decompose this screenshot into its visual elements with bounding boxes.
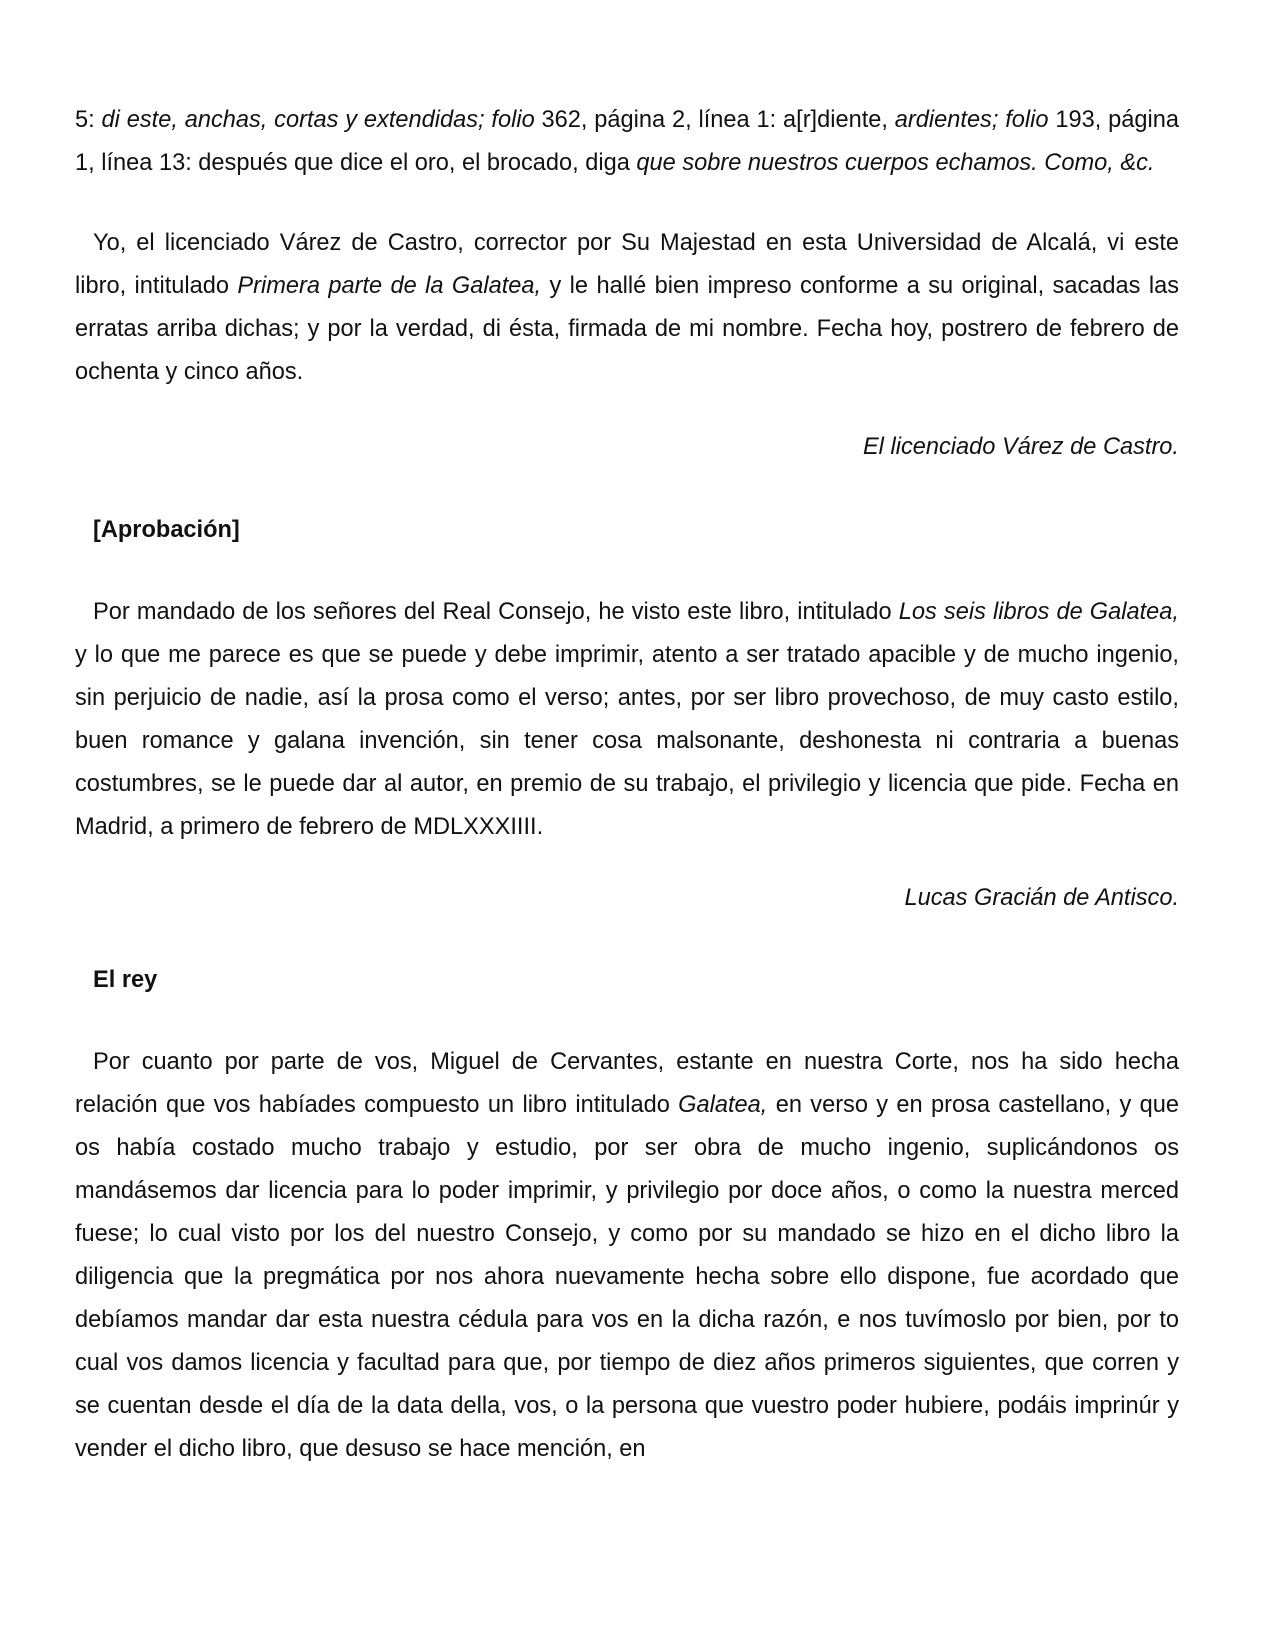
errata-continuation-paragraph xyxy=(75,99,1179,185)
errata-text-3: 193, página 1, línea 13: después que dice el oro, el brocado, diga xyxy=(75,107,1179,176)
heading-aprobacion: [Aprobación] xyxy=(93,517,240,543)
fe-text-2: y le hallé bien impreso conforme a su original, sacadas las erratas arriba dichas; y por la verdad, di ésta, firmada de mi nombre. Fecha hoy, postrero de febrero de ochenta y cinco años. xyxy=(75,273,1179,385)
rey-text-1: Por cuanto por parte de vos, Miguel de Cervantes, estante en nuestra Corte, nos ha sido hecha relación que vos habíades compuesto un libro intitulado xyxy=(75,1049,1179,1118)
errata-italic-1: di este, anchas, cortas y extendidas; folio xyxy=(101,107,535,133)
rey-italic-title: Galatea, xyxy=(678,1092,768,1118)
el-rey-paragraph xyxy=(75,1041,1179,1471)
errata-text-1: 5: xyxy=(75,107,102,133)
rey-text-2: en verso y en prosa castellano, y que os había costado mucho trabajo y estudio, por ser obra de mucho ingenio, suplicándonos os mandásemos dar licencia para lo poder imprimir, y privilegio por doce años, o como la nuestra merced fuese; lo cual visto por los del nuestro Consejo, y como por su mandado se hizo en el dicho libro la diligencia que la pregmática por nos ahora nuevamente hecha sobre ello dispone, fue acordado que debíamos mandar dar esta nuestra cédula para vos en la dicha razón, e nos tuvímoslo por bien, por to cual vos damos licencia y facultad para que, por tiempo de diez años primeros siguientes, que corren y se cuentan desde el día de la data della, vos, o la persona que vuestro poder hubiere, podáis imprinúr y vender el dicho libro, que desuso se hace mención, en xyxy=(75,1092,1179,1462)
fe-text-1: Yo, el licenciado Várez de Castro, corrector por Su Majestad en esta Universidad de Alcalá, vi este libro, intitulado xyxy=(75,230,1179,299)
fe-de-erratas-paragraph xyxy=(75,222,1179,394)
errata-italic-2: ardientes; folio xyxy=(894,107,1049,133)
signature-varez: El licenciado Várez de Castro. xyxy=(862,434,1179,460)
aprobacion-text-1: Por mandado de los señores del Real Consejo, he visto este libro, intitulado xyxy=(93,599,899,625)
aprobacion-italic-title: Los seis libros de Galatea, xyxy=(898,599,1179,625)
fe-italic-title: Primera parte de la Galatea, xyxy=(237,273,542,299)
errata-text-2: 362, página 2, línea 1: a[r]diente, xyxy=(534,107,895,133)
aprobacion-paragraph xyxy=(75,591,1179,849)
signature-gracian: Lucas Gracián de Antisco. xyxy=(904,885,1179,911)
errata-italic-3: que sobre nuestros cuerpos echamos. Como, &c. xyxy=(636,150,1155,176)
heading-el-rey: El rey xyxy=(93,967,158,993)
aprobacion-text-2: y lo que me parece es que se puede y debe imprimir, atento a ser tratado apacible y de mucho ingenio, sin perjuicio de nadie, así la prosa como el verso; antes, por ser libro provechoso, de muy casto estilo, buen romance y galana invención, sin tener cosa malsonante, deshonesta ni contraria a buenas costumbres, se le puede dar al autor, en premio de su trabajo, el privilegio y licencia que pide. Fecha en Madrid, a primero de febrero de MDLXXXIIII. xyxy=(75,642,1179,840)
